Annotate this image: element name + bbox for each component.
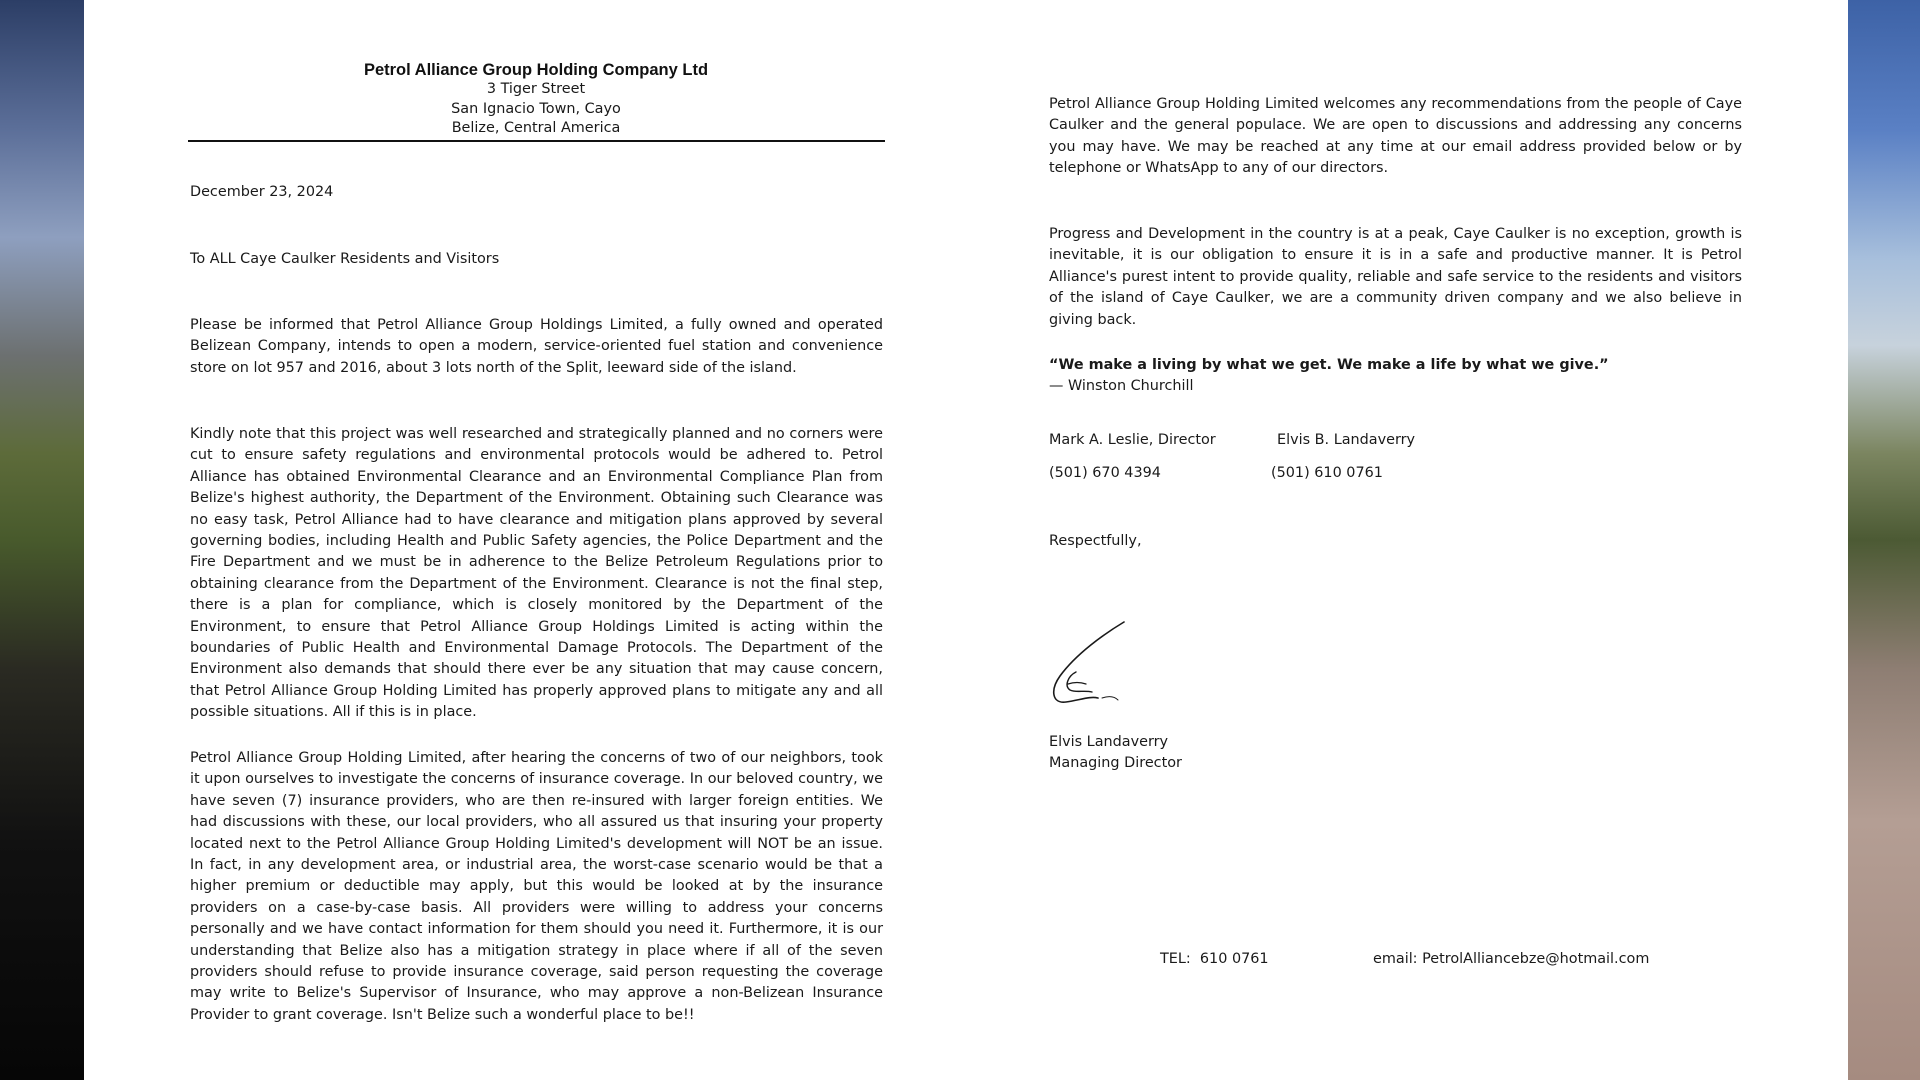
letterhead-street: 3 Tiger Street xyxy=(486,81,586,97)
signer-name: Elvis Landaverry xyxy=(1049,734,1169,750)
signature-image xyxy=(1046,614,1138,714)
paragraph-announcement: Please be informed that Petrol Alliance Group Holdings Limited, a fully owned and operated Belizean Company, intends to open a modern, service-oriented fuel station and convenience store on lot 957 and 2016, about 3 lots north of the Split, leeward side of the island. xyxy=(190,317,883,376)
paragraph-recommendations: Petrol Alliance Group Holding Limited welcomes any recommendations from the people of Caye Caulker and the general populace. We are open to discussions and addressing any concerns you may have. We may be reached at any time at our email address provided below or by telephone or WhatsApp to any of our directors. xyxy=(1049,96,1742,177)
letter-page xyxy=(84,0,1848,1080)
letterhead-divider xyxy=(188,140,885,142)
paragraph-progress: Progress and Development in the country is at a peak, Caye Caulker is no exception, growth is inevitable, it is our obligation to ensure it is in a safe and productive manner. It is Petrol Alliance's purest intent to provide quality, reliable and safe service to the residents and visitors of the island of Caye Caulker, we are a community driven company and we also believe in giving back. xyxy=(1049,226,1742,328)
signer-block xyxy=(1049,732,1182,773)
paragraph-clearance: Kindly note that this project was well researched and strategically planned and no corners were cut to ensure safety regulations and environmental protocols would be adhered to. Petrol Alliance has obtained Environmental Clearance and an Environmental Compliance Plan from Belize's highest authority, the Department of the Environment. Obtaining such Clearance was no easy task, Petrol Alliance had to have clearance and mitigation plans approved by several governing bodies, including Health and Public Safety agencies, the Police Department and the Fire Department and we must be in adherence to the Belize Petroleum Regulations prior to obtaining clearance from the Department of the Environment. Clearance is not the final step, there is a plan for compliance, which is closely monitored by the Department of the Environment, to ensure that Petrol Alliance Group Holdings Limited is acting within the boundaries of Public Health and Environmental Damage Protocols. The Department of the Environment also demands that should there ever be any situation that may cause concern, that Petrol Alliance Group Holding Limited has properly approved plans to mitigate any and all possible situations. All if this is in place. xyxy=(190,426,883,721)
letter-salutation: To ALL Caye Caulker Residents and Visitors xyxy=(190,251,500,267)
letterhead-town: San Ignacio Town, Cayo xyxy=(451,100,621,117)
paragraph-insurance: Petrol Alliance Group Holding Limited, after hearing the concerns of two of our neighbors, took it upon ourselves to investigate the concerns of insurance coverage. In our beloved country, we have seven (7) insurance providers, who are then re-insured with larger foreign entities. We had discussions with these, our local providers, who all assured us that insuring your property located next to the Petrol Alliance Group Holding Limited's development will NOT be an issue. In fact, in any development area, or industrial area, the worst-case scenario would be that a higher premium or deductible may apply, but this would be looked at by the insurance providers on a case-by-case basis. All providers were willing to address your concerns personally and we have contact information for them should you need it. Furthermore, it is our understanding that Belize also has a mitigation strategy in place where if all of the seven providers should refuse to provide insurance coverage, said person requesting the coverage may write to Belize's Supervisor of Insurance, who may approve a non-Belizean Insurance Provider to grant coverage. Isn't Belize such a wonderful place to be!! xyxy=(190,750,883,1023)
quote-block xyxy=(1049,355,1742,398)
letterhead xyxy=(188,60,884,139)
quote-text: “We make a living by what we get. We make a life by what we give.” xyxy=(1049,357,1609,373)
quote-author: — Winston Churchill xyxy=(1049,378,1194,395)
background-right-blur xyxy=(1848,0,1920,1080)
closing: Respectfully, xyxy=(1049,533,1142,549)
letter-date: December 23, 2024 xyxy=(190,184,334,200)
director-phone-1: (501) 670 4394 xyxy=(1049,465,1161,481)
background-left-blur xyxy=(0,0,84,1080)
director-name-2: Elvis B. Landaverry xyxy=(1277,432,1416,448)
signer-title: Managing Director xyxy=(1049,754,1182,771)
director-name-1: Mark A. Leslie, Director xyxy=(1049,432,1216,448)
director-phone-2: (501) 610 0761 xyxy=(1271,465,1383,481)
footer-telephone: TEL: 610 0761 xyxy=(1160,951,1269,967)
letterhead-country: Belize, Central America xyxy=(451,120,621,136)
footer-email: email: PetrolAlliancebze@hotmail.com xyxy=(1373,951,1650,967)
letterhead-company: Petrol Alliance Group Holding Company Ltd xyxy=(363,61,709,79)
